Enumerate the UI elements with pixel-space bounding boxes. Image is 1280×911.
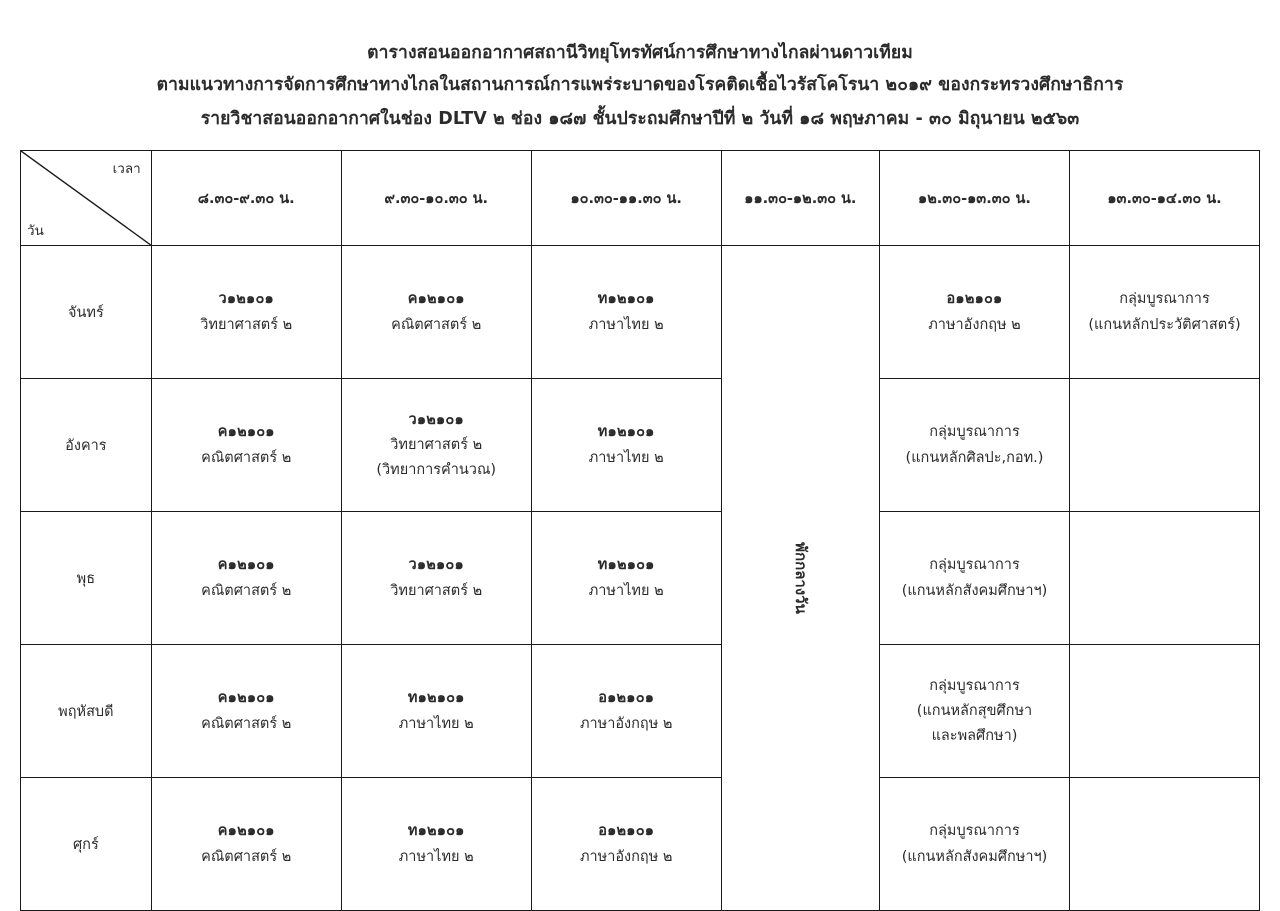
- cell-monday-slot6: [1069, 246, 1259, 379]
- subject-name: วิทยาศาสตร์ ๒: [390, 582, 483, 599]
- subject-name: ภาษาอังกฤษ ๒: [579, 715, 673, 732]
- time-slot-header-5: ๑๒.๓๐-๑๓.๓๐ น.: [880, 151, 1070, 246]
- cell-thursday-slot3: [531, 645, 721, 778]
- subject-name: ภาษาอังกฤษ ๒: [579, 848, 673, 865]
- title-line-1: ตารางสอนออกอากาศสถานีวิทยุโทรทัศน์การศึกษาทางไกลผ่านดาวเทียม: [367, 43, 913, 63]
- title-line-3: รายวิชาสอนออกอากาศในช่อง DLTV ๒ ช่อง ๑๘๗ ชั้นประถมศึกษาปีที่ ๒ วันที่ ๑๘ พฤษภาคม - ๓๐ มิถุนายน ๒๕๖๓: [200, 109, 1080, 129]
- table-row: [21, 379, 1260, 512]
- cell-thursday-slot2: [341, 645, 531, 778]
- cell-tuesday-slot3: [531, 379, 721, 512]
- day-label-friday: ศุกร์: [21, 778, 152, 911]
- table-row: [21, 246, 1260, 379]
- subject-name: ภาษาไทย ๒: [398, 715, 474, 732]
- lunch-break-cell: [721, 246, 879, 911]
- cell-tuesday-slot2: [341, 379, 531, 512]
- subject-sub: (แกนหลักสังคมศึกษาฯ): [901, 582, 1048, 599]
- subject-sub: (แกนหลักศิลปะ,กอท.): [905, 449, 1044, 466]
- subject-sub: (แกนหลักสุขศึกษา: [916, 702, 1033, 719]
- subject-name: ภาษาไทย ๒: [588, 316, 664, 333]
- subject-code: ท๑๒๑๐๑: [597, 291, 655, 308]
- cell-monday-slot3: [531, 246, 721, 379]
- corner-header-cell: [21, 151, 152, 246]
- lunch-break-label: พักกลางวัน: [791, 542, 810, 614]
- cell-thursday-slot1: [151, 645, 341, 778]
- subject-name: กลุ่มบูรณาการ: [1119, 291, 1210, 308]
- time-slot-header-2: ๙.๓๐-๑๐.๓๐ น.: [341, 151, 531, 246]
- cell-thursday-slot5: [880, 645, 1070, 778]
- subject-name: วิทยาศาสตร์ ๒: [200, 316, 293, 333]
- cell-monday-slot2: [341, 246, 531, 379]
- subject-name: กลุ่มบูรณาการ: [929, 424, 1020, 441]
- cell-monday-slot5: [880, 246, 1070, 379]
- subject-name: ภาษาอังกฤษ ๒: [928, 316, 1021, 333]
- subject-code: ท๑๒๑๐๑: [407, 690, 465, 707]
- subject-code: ค๑๒๑๐๑: [217, 557, 275, 574]
- subject-sub: (วิทยาการคำนวณ): [376, 462, 497, 479]
- cell-monday-slot1: [151, 246, 341, 379]
- subject-name: ภาษาไทย ๒: [588, 582, 664, 599]
- document-title-block: [0, 0, 1280, 136]
- day-axis-label: วัน: [27, 223, 44, 239]
- subject-code: ว๑๒๑๐๑: [408, 411, 464, 428]
- cell-thursday-slot6-empty: [1069, 645, 1259, 778]
- subject-name: กลุ่มบูรณาการ: [929, 677, 1020, 694]
- cell-wednesday-slot5: [880, 512, 1070, 645]
- subject-name: กลุ่มบูรณาการ: [929, 823, 1020, 840]
- subject-code: ว๑๒๑๐๑: [218, 291, 274, 308]
- time-slot-header-4: ๑๑.๓๐-๑๒.๓๐ น.: [721, 151, 879, 246]
- subject-sub-2: และพลศึกษา): [931, 728, 1018, 745]
- subject-name: คณิตศาสตร์ ๒: [201, 715, 292, 732]
- subject-code: ค๑๒๑๐๑: [217, 424, 275, 441]
- subject-code: ท๑๒๑๐๑: [597, 557, 655, 574]
- table-header-row: [21, 151, 1260, 246]
- day-label-wednesday: พุธ: [21, 512, 152, 645]
- subject-name: วิทยาศาสตร์ ๒: [390, 436, 483, 453]
- day-label-monday: จันทร์: [21, 246, 152, 379]
- subject-name: ภาษาไทย ๒: [398, 848, 474, 865]
- day-label-tuesday: อังคาร: [21, 379, 152, 512]
- subject-code: ค๑๒๑๐๑: [217, 823, 275, 840]
- time-axis-label: เวลา: [112, 161, 141, 177]
- subject-code: ท๑๒๑๐๑: [407, 823, 465, 840]
- cell-tuesday-slot6-empty: [1069, 379, 1259, 512]
- broadcast-schedule-table: [20, 150, 1260, 911]
- subject-name: ภาษาไทย ๒: [588, 449, 664, 466]
- subject-code: อ๑๒๑๐๑: [598, 823, 655, 840]
- cell-tuesday-slot1: [151, 379, 341, 512]
- subject-name: กลุ่มบูรณาการ: [929, 557, 1020, 574]
- subject-code: ค๑๒๑๐๑: [407, 291, 465, 308]
- time-slot-header-3: ๑๐.๓๐-๑๑.๓๐ น.: [531, 151, 721, 246]
- day-label-thursday: พฤหัสบดี: [21, 645, 152, 778]
- subject-code: ว๑๒๑๐๑: [408, 557, 464, 574]
- subject-code: ท๑๒๑๐๑: [597, 424, 655, 441]
- time-slot-header-6: ๑๓.๓๐-๑๔.๓๐ น.: [1069, 151, 1259, 246]
- cell-wednesday-slot2: [341, 512, 531, 645]
- cell-tuesday-slot5: [880, 379, 1070, 512]
- cell-wednesday-slot3: [531, 512, 721, 645]
- subject-code: ค๑๒๑๐๑: [217, 690, 275, 707]
- cell-wednesday-slot1: [151, 512, 341, 645]
- subject-code: อ๑๒๑๐๑: [946, 291, 1003, 308]
- time-slot-header-1: ๘.๓๐-๙.๓๐ น.: [151, 151, 341, 246]
- subject-code: อ๑๒๑๐๑: [598, 690, 655, 707]
- subject-name: คณิตศาสตร์ ๒: [391, 316, 482, 333]
- subject-name: คณิตศาสตร์ ๒: [201, 848, 292, 865]
- table-row: [21, 512, 1260, 645]
- table-row: [21, 645, 1260, 778]
- cell-wednesday-slot6-empty: [1069, 512, 1259, 645]
- subject-name: คณิตศาสตร์ ๒: [201, 582, 292, 599]
- subject-sub: (แกนหลักสังคมศึกษาฯ): [901, 848, 1048, 865]
- title-line-2: ตามแนวทางการจัดการศึกษาทางไกลในสถานการณ์การแพร่ระบาดของโรคติดเชื้อไวรัสโคโรนา ๒๐๑๙ ของกระทรวงศึกษาธิการ: [156, 75, 1124, 95]
- subject-name: คณิตศาสตร์ ๒: [201, 449, 292, 466]
- subject-sub: (แกนหลักประวัติศาสตร์): [1088, 316, 1241, 333]
- schedule-table-wrapper: [20, 150, 1260, 911]
